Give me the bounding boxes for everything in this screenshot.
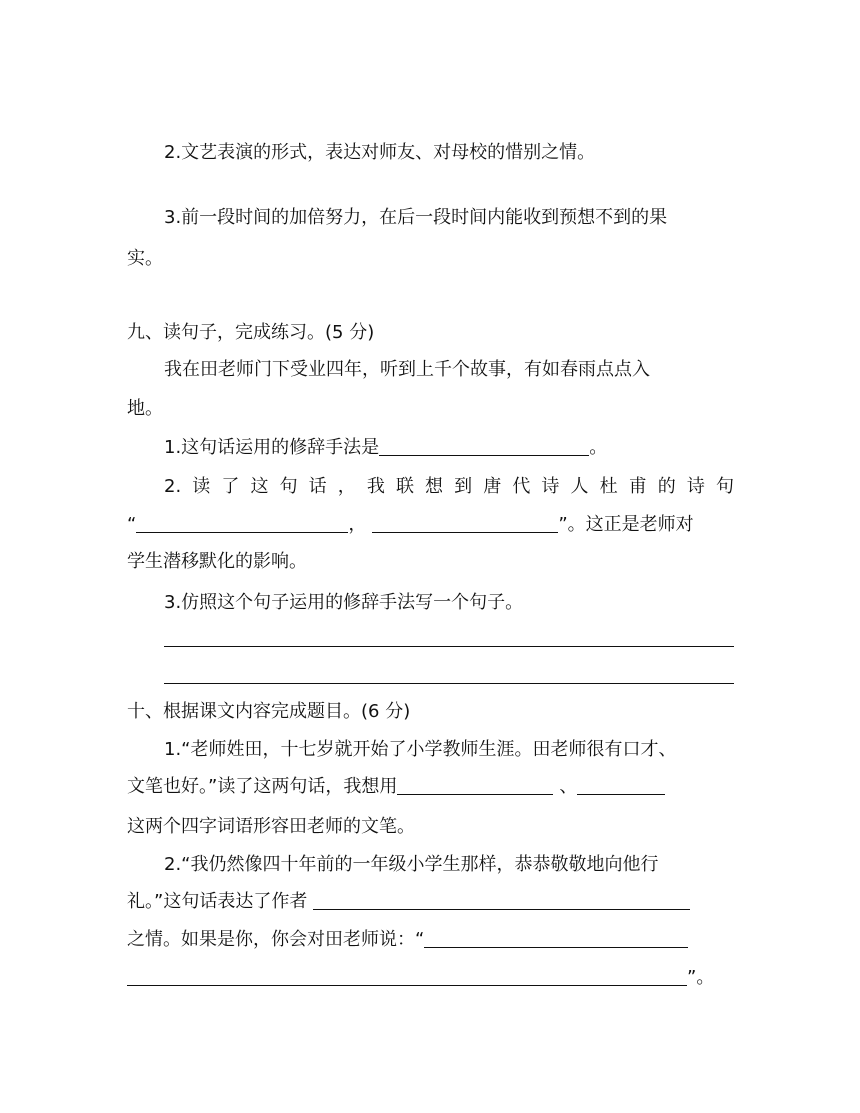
q2-char: 甫 [628, 476, 647, 497]
writing-line-1[interactable] [164, 646, 734, 647]
section-10-heading: 十、根据课文内容完成题目。(6 分) [127, 701, 411, 722]
section-10-question-2-line4 [127, 966, 714, 990]
q2-char: 这 [250, 476, 269, 497]
message-blank-part2[interactable] [127, 967, 687, 986]
question-1-line2-text: 文笔也好。”读了这两句话，我想用 [127, 776, 398, 797]
q2-char: 读 [192, 476, 211, 497]
q2-char: 想 [425, 476, 444, 497]
section-9-question-3: 3.仿照这个句子运用的修辞手法写一个句子。 [164, 592, 524, 613]
question-2-close: ”。这正是老师对 [558, 514, 694, 535]
feeling-blank[interactable] [313, 891, 690, 910]
q2-char: 唐 [483, 476, 502, 497]
question-2-end: ”。 [687, 967, 715, 988]
item-2-text: 2.文艺表演的形式，表达对师友、对母校的惜别之情。 [164, 142, 596, 163]
poem-line-2-blank[interactable] [372, 514, 558, 533]
section-9-heading: 九、读句子，完成练习。(5 分) [127, 322, 375, 343]
poem-line-1-blank[interactable] [136, 514, 348, 533]
q2-char: 我 [366, 476, 385, 497]
message-blank-part1[interactable] [424, 929, 688, 948]
idiom-2-blank[interactable] [577, 776, 665, 795]
q2-char: 到 [454, 476, 473, 497]
q2-char: 联 [395, 476, 414, 497]
q2-char: 人 [570, 476, 589, 497]
writing-line-2[interactable] [164, 683, 734, 684]
section-9-question-2-line1 [164, 475, 734, 499]
q2-char: 句 [715, 476, 734, 497]
q2-char: 话 [308, 476, 327, 497]
section-9-question-1 [164, 436, 607, 460]
question-1-end: 。 [589, 437, 608, 458]
q2-char: 的 [657, 476, 676, 497]
q2-char: 句 [279, 476, 298, 497]
section-10-question-2-line1: 2.“我仍然像四十年前的一年级小学生那样，恭恭敬敬地向他行 [164, 854, 659, 875]
question-1-text: 1.这句话运用的修辞手法是 [164, 437, 380, 458]
item-3-line2: 实。 [127, 248, 163, 269]
question-2-line2-text: 礼。”这句话表达了作者 [127, 891, 308, 912]
section-9-sentence-line1: 我在田老师门下受业四年，听到上千个故事，有如春雨点点入 [164, 359, 650, 380]
section-10-question-2-line2 [127, 890, 690, 914]
section-9-question-2-line2 [127, 513, 694, 537]
separator: 、 [559, 776, 578, 797]
section-10-question-1-line1: 1.“老师姓田，十七岁就开始了小学教师生涯。田老师很有口才、 [164, 739, 677, 760]
section-10-question-1-line3: 这两个四字词语形容田老师的文笔。 [127, 816, 415, 837]
q2-char: ， [337, 476, 356, 497]
section-10-question-2-line3 [127, 928, 688, 952]
q2-char: 了 [221, 476, 240, 497]
open-quote: “ [127, 514, 137, 535]
item-3-line1: 3.前一段时间的加倍努力，在后一段时间内能收到预想不到的果 [164, 207, 668, 228]
section-10-question-1-line2 [127, 775, 665, 799]
question-2-line3-text: 之情。如果是你，你会对田老师说：“ [127, 929, 425, 950]
comma: ， [348, 514, 367, 535]
q2-char: 诗 [686, 476, 705, 497]
section-9-sentence-line2: 地。 [127, 398, 163, 419]
rhetoric-answer-blank[interactable] [379, 437, 589, 456]
idiom-1-blank[interactable] [397, 776, 553, 795]
q2-char: 2. [164, 476, 182, 497]
section-9-question-2-line3: 学生潜移默化的影响。 [127, 551, 307, 572]
q2-char: 代 [512, 476, 531, 497]
q2-char: 诗 [541, 476, 560, 497]
q2-char: 杜 [599, 476, 618, 497]
